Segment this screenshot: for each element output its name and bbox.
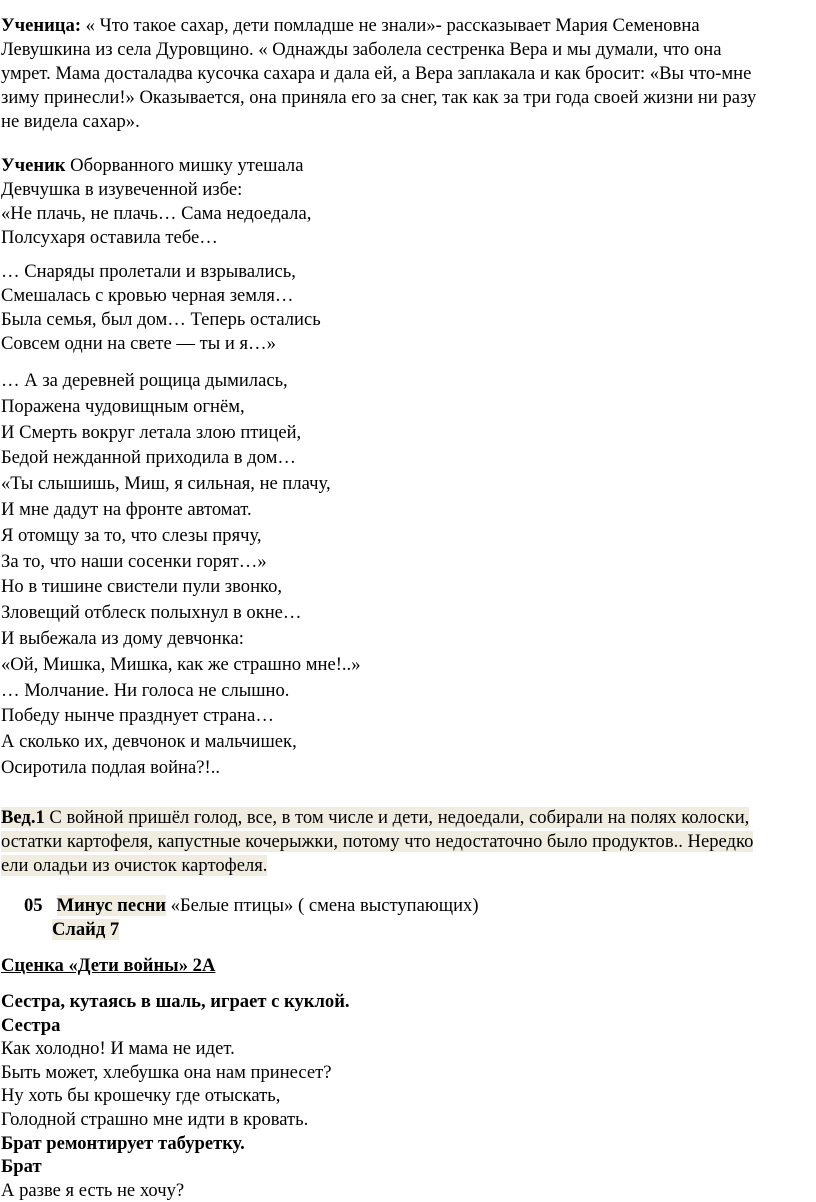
- scene-script: [1, 990, 350, 1202]
- poem-line: Но в тишине свистели пули звонко,: [1, 576, 283, 598]
- poem-line: … А за деревней рощица дымилась,: [1, 370, 288, 391]
- poem-line: Я отомщу за то, что слезы прячу,: [1, 524, 262, 546]
- intro-line: не видела сахар».: [1, 111, 140, 132]
- poem-line: Зловещий отблеск полыхнул в окне…: [1, 602, 302, 624]
- poem-line: А сколько их, девчонок и мальчишек,: [1, 731, 297, 753]
- poem-line: «Ой, Мишка, Мишка, как же страшно мне!..»: [1, 653, 361, 675]
- speaker-label: Ученица:: [1, 15, 82, 36]
- poem-line: Была семья, был дом… Теперь остались: [1, 309, 321, 330]
- narrator-paragraph: [1, 806, 753, 878]
- poem-stanza-3: [1, 368, 361, 781]
- dialogue-line: Голодной страшно мне идти в кровать.: [1, 1108, 309, 1130]
- intro-paragraph: [1, 14, 756, 134]
- intro-line: Ученица: « Что такое сахар, дети помладше не знали»- рассказывает Мария Семеновна: [1, 15, 700, 36]
- narrator-line: Вед.1 С войной пришёл голод, все, в том числе и дети, недоедали, собирали на полях колоски,: [1, 807, 750, 828]
- poem-line: Поражена чудовищным огнём,: [1, 395, 245, 417]
- poem-stanza-2: [1, 260, 321, 356]
- dialogue-line: Как холодно! И мама не идет.: [1, 1038, 235, 1060]
- narrator-line: ели оладьи из очисток картофеля.: [1, 855, 268, 876]
- poem-line: … Снаряды пролетали и взрывались,: [1, 261, 296, 282]
- poem-line: Девчушка в изувеченной избе:: [1, 179, 243, 200]
- poem-line: «Ты слышишь, Миш, я сильная, не плачу,: [1, 473, 331, 495]
- poem-line: Смешалась с кровью черная земля…: [1, 285, 294, 306]
- dialogue-line: А разве я есть не хочу?: [1, 1179, 185, 1201]
- poem-line: Осиротила подлая война?!..: [1, 756, 220, 778]
- dialogue-line: Ну хоть бы крошечку где отыскать,: [1, 1085, 281, 1107]
- dialogue-line: Быть может, хлебушка она нам принесет?: [1, 1061, 332, 1083]
- poem-line: За то, что наши сосенки горят…»: [1, 550, 267, 572]
- song-cue: [24, 894, 479, 942]
- speaker-label: Ученик: [1, 155, 66, 176]
- stage-direction: Брат ремонтирует табуретку.: [1, 1132, 245, 1154]
- slide-line: [24, 918, 479, 942]
- poem-line: Бедой нежданной приходила в дом…: [1, 447, 296, 469]
- slide-label: Слайд 7: [52, 919, 120, 940]
- poem-line: «Не плачь, не плачь… Сама недоедала,: [1, 203, 312, 224]
- poem-line: И выбежала из дому девчонка:: [1, 627, 244, 649]
- song-label: Минус песни: [56, 895, 167, 916]
- poem-line: Ученик Оборванного мишку утешала: [1, 155, 304, 176]
- poem-stanza-1: [1, 154, 311, 250]
- song-number: 05: [24, 895, 43, 916]
- poem-line: Полсухаря оставила тебе…: [1, 227, 218, 248]
- scene-title: Сценка «Дети войны» 2А: [1, 955, 216, 976]
- role-name: Брат: [1, 1156, 42, 1178]
- speaker-label: Вед.1: [1, 807, 45, 828]
- poem-line: Победу нынче празднует страна…: [1, 705, 274, 727]
- narrator-line: остатки картофеля, капустные кочерыжки, потому что недостаточно было продуктов.. Нередко: [1, 831, 754, 852]
- intro-line: зиму принесли!» Оказывается, она приняла его за снег, так как за три года своей жизни ни разу: [1, 87, 757, 108]
- poem-line: … Молчание. Ни голоса не слышно.: [1, 679, 290, 701]
- poem-line: И мне дадут на фронте автомат.: [1, 498, 252, 520]
- poem-line: И Смерть вокруг летала злою птицей,: [1, 421, 302, 443]
- song-text: «Белые птицы» ( смена выступающих): [166, 895, 479, 916]
- role-name: Сестра: [1, 1014, 61, 1036]
- intro-line: умрет. Мама досталадва кусочка сахара и дала ей, а Вера заплакала и как бросит: «Вы что-мне: [1, 63, 752, 84]
- song-line: [24, 894, 479, 918]
- poem-line: Совсем одни на свете — ты и я…»: [1, 333, 276, 354]
- scene-heading: [1, 954, 215, 978]
- intro-line: Левушкина из села Дуровщино. « Однажды заболела сестренка Вера и мы думали, что она: [1, 39, 722, 60]
- stage-direction: Сестра, кутаясь в шаль, играет с куклой.: [1, 991, 350, 1012]
